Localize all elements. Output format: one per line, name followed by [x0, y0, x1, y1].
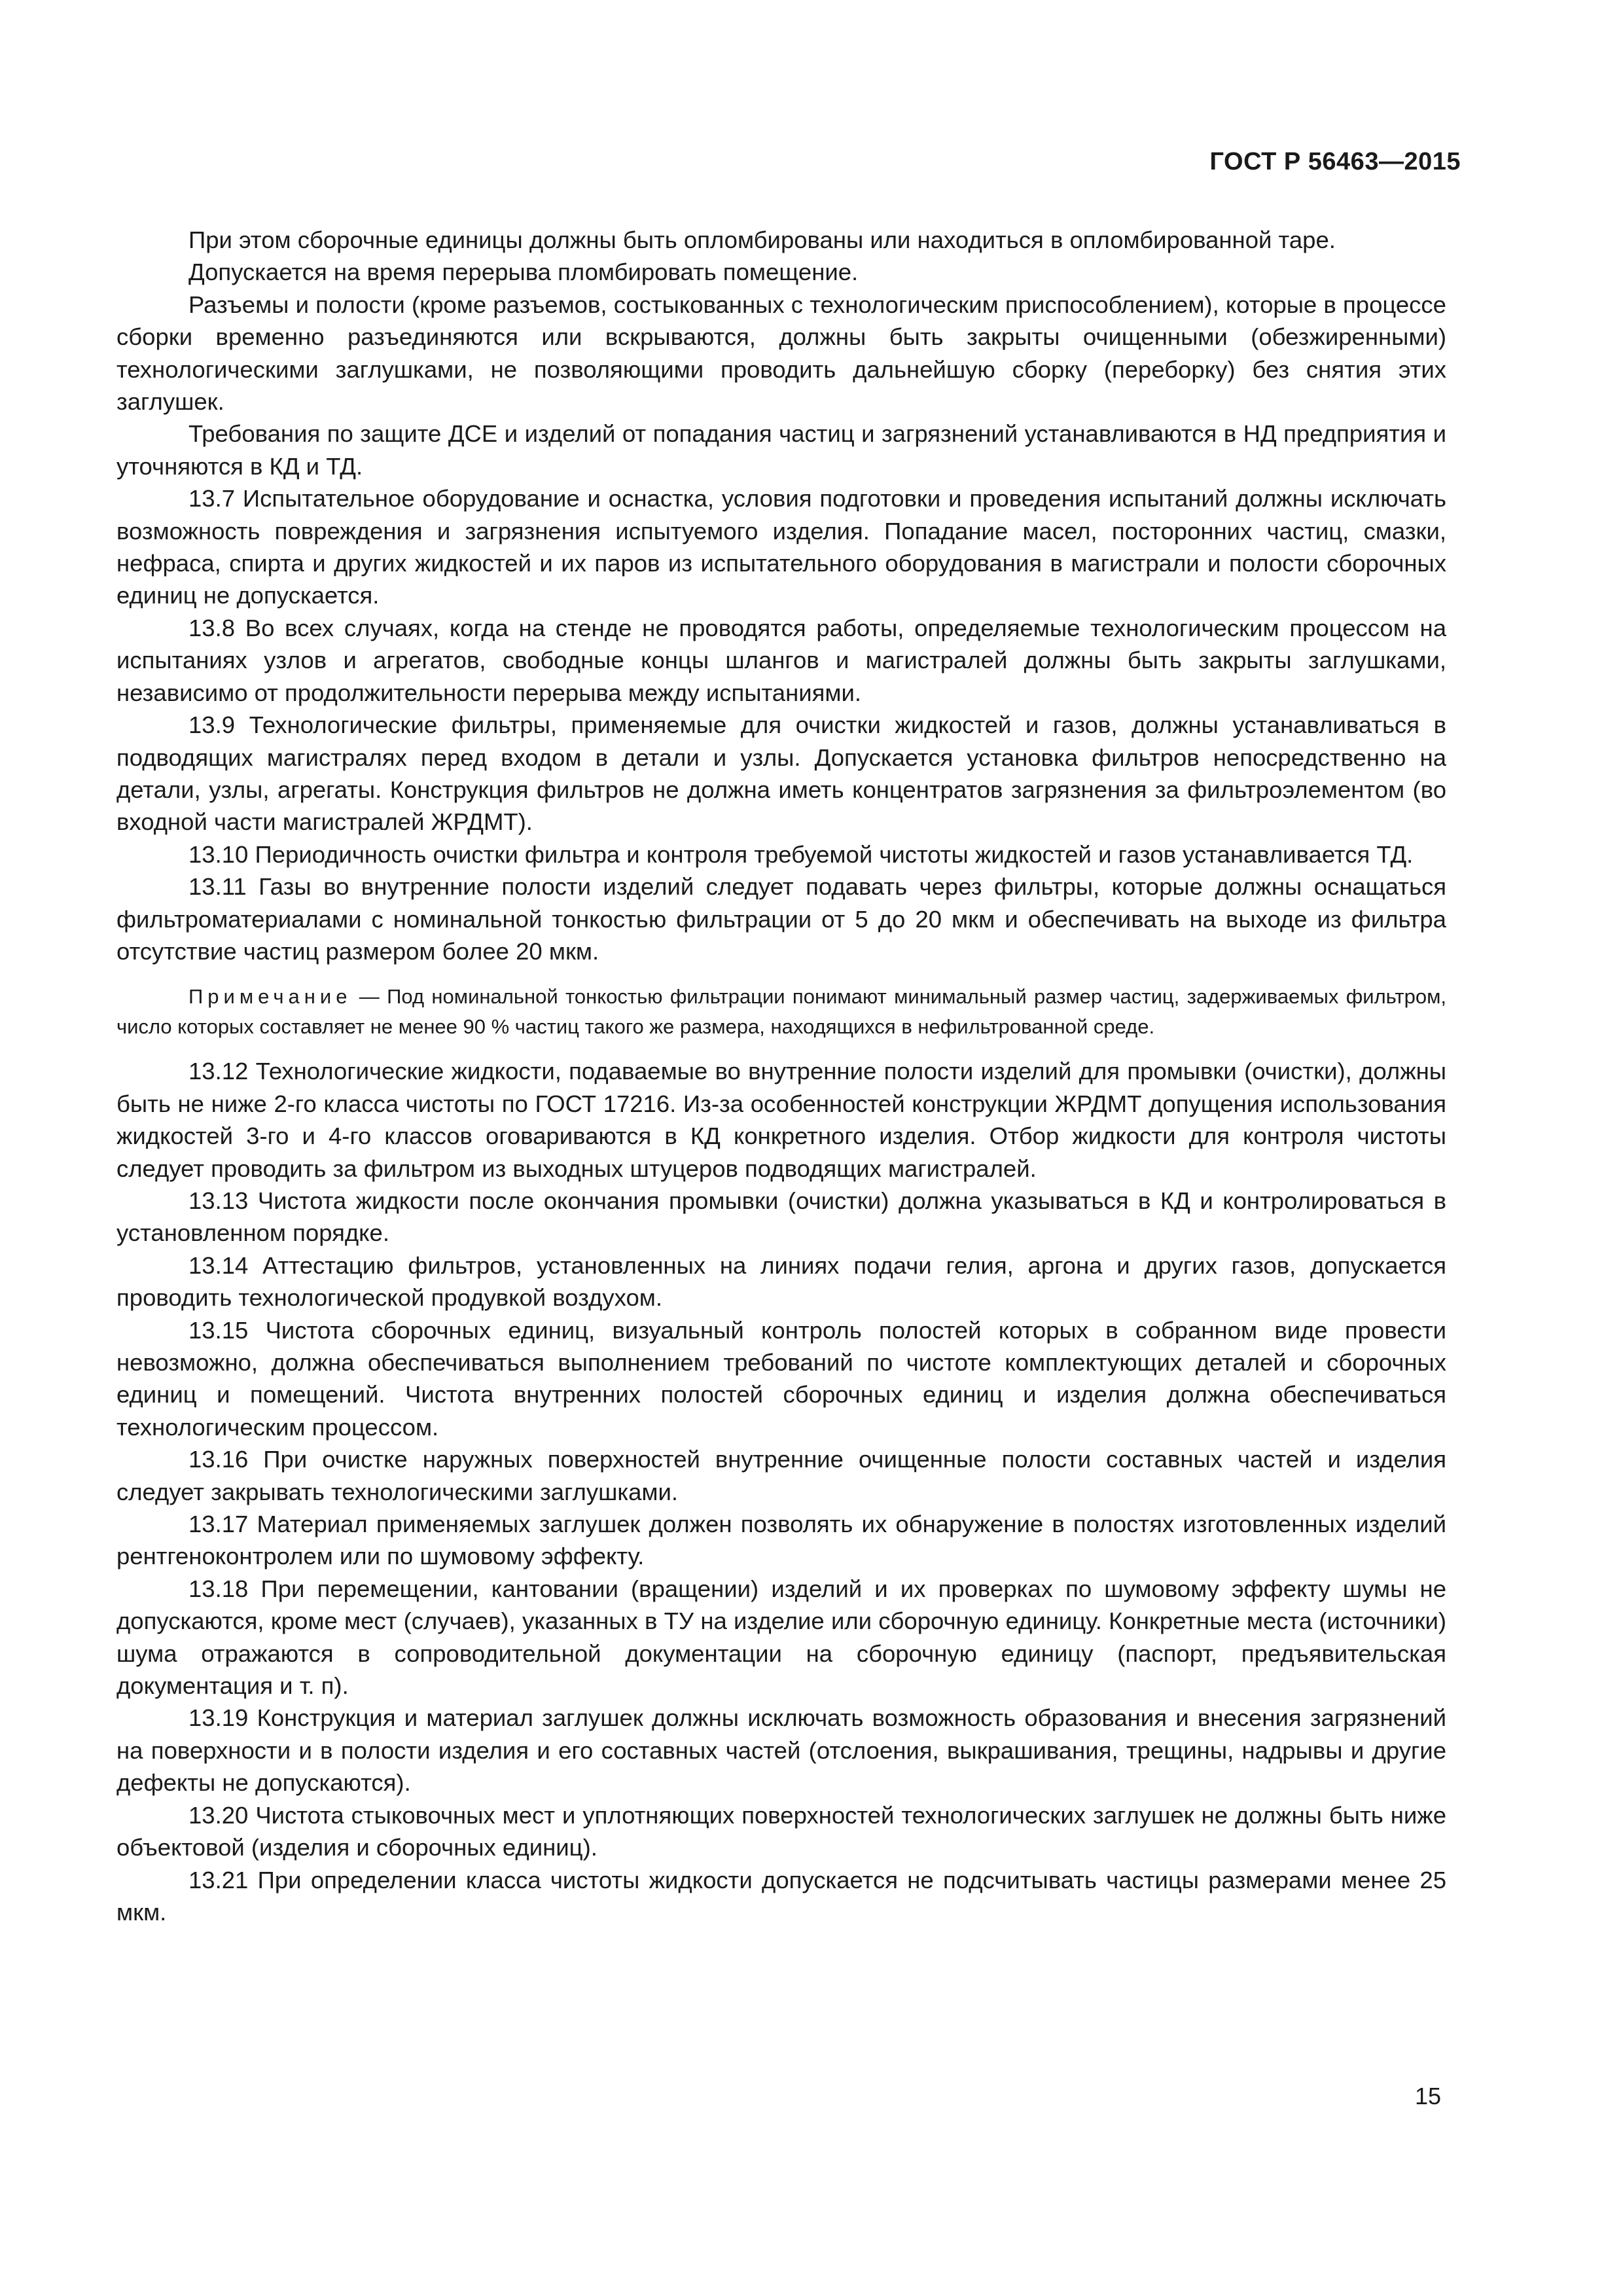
document-body [116, 224, 1446, 1928]
paragraph: Требования по защите ДСЕ и изделий от попадания частиц и загрязнений устанавливаются в НД предприятия и уточняются в КД и ТД. [116, 420, 1446, 480]
note-label: Примечание [188, 985, 352, 1009]
clause-13-17: 13.17 Материал применяемых заглушек должен позволять их обнаружение в полостях изготовленных изделий рентгеноконтролем или по шумовому эффекту. [116, 1511, 1446, 1570]
clause-13-15: 13.15 Чистота сборочных единиц, визуальный контроль полостей которых в собранном виде провести невозможно, должна обеспечиваться выполнением требований по чистоте комплектующих деталей и сборочных единиц и помещений. Чистота внутренних полостей сборочных единиц и изделия должна обеспечиваться технологическим процессом. [116, 1316, 1446, 1441]
clause-13-14: 13.14 Аттестацию фильтров, установленных на линиях подачи гелия, аргона и других газов, допускается проводить технологической продувкой воздухом. [116, 1251, 1446, 1312]
paragraph: Разъемы и полости (кроме разъемов, состыкованных с технологическим приспособлением), которые в процессе сборки временно разъединяются или вскрываются, должны быть закрыты очищенными (обезжиренными) технологическими заглушками, не позволяющими проводить дальнейшую сборку (переборку) без снятия этих заглушек. [116, 291, 1446, 416]
clause-13-7: 13.7 Испытательное оборудование и оснастка, условия подготовки и проведения испытаний должны исключать возможность повреждения и загрязнения испытуемого изделия. Попадание масел, посторонних частиц, смазки, нефраса, спирта и других жидкостей и их паров из испытательного оборудования в магистрали и полости сборочных единиц не допускается. [116, 485, 1446, 609]
clause-13-19: 13.19 Конструкция и материал заглушек должны исключать возможность образования и внесения загрязнений на поверхности и в полости изделия и его составных частей (отслоения, выкрашивания, трещины, надрывы и другие дефекты не допускаются). [116, 1704, 1446, 1797]
paragraph: При этом сборочные единицы должны быть опломбированы или находиться в опломбированной таре. [188, 226, 1336, 253]
clause-13-9: 13.9 Технологические фильтры, применяемые для очистки жидкостей и газов, должны устанавливаться в подводящих магистралях перед входом в детали и узлы. Допускается установка фильтров непосредственно на детали, узлы, агрегаты. Конструкция фильтров не должна иметь концентратов загрязнения за фильтроэлементом (во входной части магистралей ЖРДМТ). [116, 711, 1446, 836]
clause-13-13: 13.13 Чистота жидкости после окончания промывки (очистки) должна указываться в КД и контролироваться в установленном порядке. [116, 1187, 1446, 1247]
clause-13-21: 13.21 При определении класса чистоты жидкости допускается не подсчитывать частицы размерами менее 25 мкм. [116, 1866, 1446, 1926]
clause-13-12: 13.12 Технологические жидкости, подаваемые во внутренние полости изделий для промывки (очистки), должны быть не ниже 2-го класса чистоты по ГОСТ 17216. Из-за особенностей конструкции ЖРДМТ допущения использования жидкостей 3-го и 4-го классов оговариваются в КД конкретного изделия. Отбор жидкости для контроля чистоты следует проводить за фильтром из выходных штуцеров подводящих магистралей. [116, 1058, 1446, 1182]
note-text: — Под номинальной тонкостью фильтрации понимают минимальный размер частиц, задерживаемых фильтром, число которых составляет не менее 90 % частиц такого же размера, находящихся в нефильтрованной среде. [116, 985, 1446, 1039]
clause-13-18: 13.18 При перемещении, кантовании (вращении) изделий и их проверках по шумовому эффекту шумы не допускаются, кроме мест (случаев), указанных в ТУ на изделие или сборочную единицу. Конкретные места (источники) шума отражаются в сопроводительной документации на сборочную единицу (паспорт, предъявительская документация и т. п). [116, 1575, 1446, 1700]
paragraph: Допускается на время перерыва пломбировать помещение. [188, 259, 859, 286]
document-standard-id: ГОСТ Р 56463—2015 [1209, 148, 1461, 175]
clause-13-11: 13.11 Газы во внутренние полости изделий следует подавать через фильтры, которые должны оснащаться фильтроматериалами с номинальной тонкостью фильтрации от 5 до 20 мкм и обеспечивать на выходе из фильтра отсутствие частиц размером более 20 мкм. [116, 873, 1446, 965]
page-number: 15 [1414, 2083, 1441, 2109]
clause-13-10: 13.10 Периодичность очистки фильтра и контроля требуемой чистоты жидкостей и газов устанавливается ТД. [188, 840, 1414, 868]
clause-13-8: 13.8 Во всех случаях, когда на стенде не проводятся работы, определяемые технологическим процессом на испытаниях узлов и агрегатов, свободные концы шлангов и магистралей должны быть закрыты заглушками, независимо от продолжительности перерыва между испытаниями. [116, 614, 1446, 706]
note [116, 982, 1446, 1042]
clause-13-16: 13.16 При очистке наружных поверхностей внутренние очищенные полости составных частей и изделия следует закрывать технологическими заглушками. [116, 1446, 1446, 1505]
clause-13-20: 13.20 Чистота стыковочных мест и уплотняющих поверхностей технологических заглушек не должны быть ниже объектовой (изделия и сборочных единиц). [116, 1801, 1446, 1861]
